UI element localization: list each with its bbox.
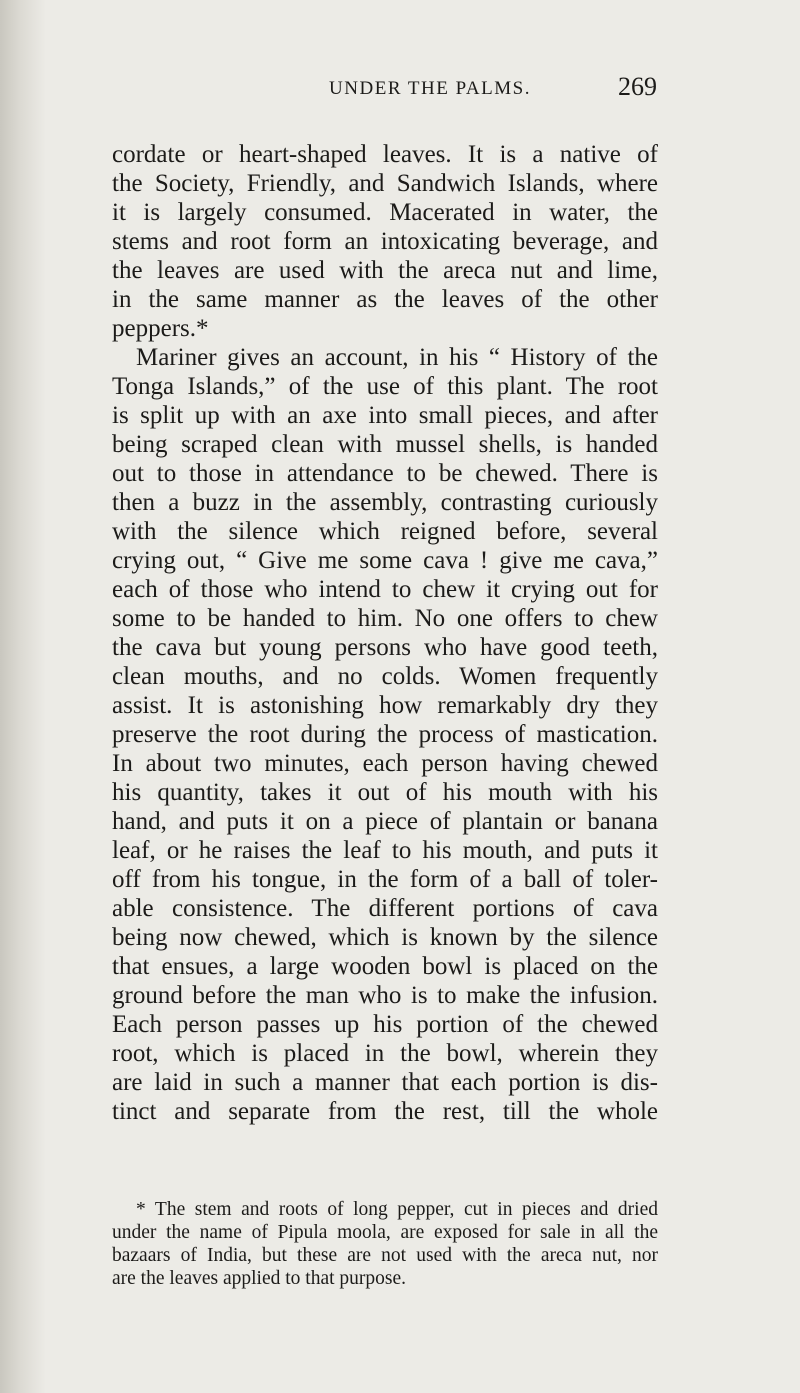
footnote-line: are the leaves applied to that purpose.: [112, 1268, 407, 1289]
text-line: that ensues, a large wooden bowl is placed on the: [112, 953, 658, 980]
text-line: Each person passes up his portion of the chewed: [112, 1011, 658, 1038]
text-line: cordate or heart-shaped leaves. It is a native of: [112, 141, 658, 168]
text-line: is split up with an axe into small pieces, and after: [112, 402, 658, 429]
text-line: able consistence. The different portions of cava: [112, 895, 658, 922]
text-line: each of those who intend to chew it crying out for: [112, 576, 658, 603]
text-line: it is largely consumed. Macerated in water, the: [112, 199, 658, 226]
text-line: off from his tongue, in the form of a ball of toler-: [112, 866, 658, 893]
footnote-line: under the name of Pipula moola, are exposed for sale in all the: [112, 1222, 658, 1243]
text-line: some to be handed to him. No one offers to chew: [112, 605, 658, 632]
text-line: ground before the man who is to make the infusion.: [112, 982, 658, 1009]
page-number: 269: [618, 72, 657, 101]
footnote-line: * The stem and roots of long pepper, cut in pieces and dried: [136, 1199, 658, 1220]
text-line: crying out, “ Give me some cava ! give me cava,”: [112, 547, 658, 574]
text-line: Tonga Islands,” of the use of this plant. The root: [112, 373, 658, 400]
text-line: the leaves are used with the areca nut and lime,: [112, 257, 658, 284]
text-line: being now chewed, which is known by the silence: [112, 924, 658, 951]
text-line: clean mouths, and no colds. Women frequently: [112, 663, 658, 690]
running-title: UNDER THE PALMS.: [329, 78, 531, 99]
text-line: In about two minutes, each person having chewed: [112, 750, 658, 777]
text-line: stems and root form an intoxicating beverage, and: [112, 228, 658, 255]
text-line: are laid in such a manner that each portion is dis-: [112, 1069, 658, 1096]
body-text: [112, 140, 658, 1126]
text-line: the cava but young persons who have good teeth,: [112, 634, 658, 661]
text-line: hand, and puts it on a piece of plantain or banana: [112, 808, 658, 835]
text-line: Mariner gives an account, in his “ History of the: [136, 344, 658, 371]
text-line: assist. It is astonishing how remarkably dry they: [112, 692, 658, 719]
footnote-line: bazaars of India, but these are not used with the areca nut, nor: [112, 1245, 658, 1266]
footnote: [112, 1198, 658, 1290]
text-line: being scraped clean with mussel shells, is handed: [112, 431, 658, 458]
text-line: then a buzz in the assembly, contrasting curiously: [112, 489, 658, 516]
text-line: out to those in attendance to be chewed. There is: [112, 460, 658, 487]
text-line: tinct and separate from the rest, till the whole: [112, 1098, 658, 1125]
text-line: root, which is placed in the bowl, wherein they: [112, 1040, 658, 1067]
text-line: in the same manner as the leaves of the other: [112, 286, 658, 313]
text-line: leaf, or he raises the leaf to his mouth, and puts it: [112, 837, 658, 864]
text-line: preserve the root during the process of mastication.: [112, 721, 658, 748]
text-line: peppers.*: [112, 315, 209, 342]
text-line: the Society, Friendly, and Sandwich Islands, where: [112, 170, 658, 197]
text-line: his quantity, takes it out of his mouth with his: [112, 779, 658, 806]
text-line: with the silence which reigned before, several: [112, 518, 658, 545]
